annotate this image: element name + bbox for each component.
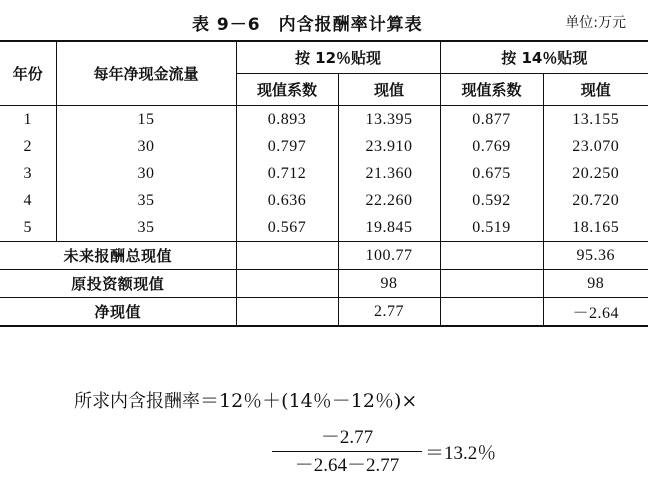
cell-cashflow: 30 xyxy=(56,133,236,160)
irr-table xyxy=(0,40,648,327)
cell-pv-12: 21.360 xyxy=(338,160,440,187)
header-pv-12: 现值 xyxy=(338,74,440,106)
summary-empty-cell xyxy=(236,298,338,327)
header-factor-14: 现值系数 xyxy=(440,74,543,106)
cell-factor-14: 0.877 xyxy=(440,106,543,134)
summary-pv-14: 98 xyxy=(543,270,648,298)
formula-line xyxy=(74,386,417,413)
cell-pv-12: 13.395 xyxy=(338,106,440,134)
table-unit: 单位:万元 xyxy=(565,15,626,31)
summary-row-npv xyxy=(0,298,648,327)
cell-cashflow: 35 xyxy=(56,214,236,242)
cell-factor-14: 0.519 xyxy=(440,214,543,242)
cell-cashflow: 15 xyxy=(56,106,236,134)
summary-pv-12: 98 xyxy=(338,270,440,298)
irr-formula xyxy=(0,380,648,479)
cell-year: 3 xyxy=(0,160,56,187)
header-group-14: 按 14％贴现 xyxy=(440,41,648,74)
cell-pv-12: 19.845 xyxy=(338,214,440,242)
cell-pv-14: 20.720 xyxy=(543,187,648,214)
cell-cashflow: 30 xyxy=(56,160,236,187)
summary-empty-cell xyxy=(440,270,543,298)
cell-year: 4 xyxy=(0,187,56,214)
formula-expression: ＝12％＋(14％－12％)× xyxy=(200,390,418,412)
table-row xyxy=(0,187,648,214)
cell-factor-14: 0.769 xyxy=(440,133,543,160)
cell-pv-14: 13.155 xyxy=(543,106,648,134)
header-year: 年份 xyxy=(0,41,56,106)
summary-row-initial-investment xyxy=(0,270,648,298)
table-row xyxy=(0,160,648,187)
header-cashflow: 每年净现金流量 xyxy=(56,41,236,106)
table-title: 表 9－6 内含报酬率计算表 xyxy=(192,15,423,35)
fraction-bar xyxy=(272,451,422,452)
table-caption xyxy=(0,4,648,34)
summary-pv-14: 95.36 xyxy=(543,242,648,270)
summary-empty-cell xyxy=(440,298,543,327)
formula-denominator: －2.64－2.77 xyxy=(294,455,400,476)
cell-year: 1 xyxy=(0,106,56,134)
table-row xyxy=(0,214,648,242)
summary-empty-cell xyxy=(236,270,338,298)
cell-factor-12: 0.636 xyxy=(236,187,338,214)
summary-label: 未来报酬总现值 xyxy=(0,242,236,270)
cell-pv-14: 18.165 xyxy=(543,214,648,242)
table-row xyxy=(0,133,648,160)
summary-label: 净现值 xyxy=(0,298,236,327)
header-factor-12: 现值系数 xyxy=(236,74,338,106)
formula-lhs: 所求内含报酬率 xyxy=(74,391,200,412)
cell-pv-12: 23.910 xyxy=(338,133,440,160)
summary-row-total-pv xyxy=(0,242,648,270)
header-pv-14: 现值 xyxy=(543,74,648,106)
formula-fraction xyxy=(272,426,422,479)
cell-pv-14: 20.250 xyxy=(543,160,648,187)
cell-factor-12: 0.797 xyxy=(236,133,338,160)
cell-factor-14: 0.592 xyxy=(440,187,543,214)
summary-label: 原投资额现值 xyxy=(0,270,236,298)
cell-cashflow: 35 xyxy=(56,187,236,214)
formula-numerator: －2.77 xyxy=(320,427,374,448)
cell-factor-12: 0.712 xyxy=(236,160,338,187)
summary-pv-12: 100.77 xyxy=(338,242,440,270)
table-row xyxy=(0,106,648,134)
cell-pv-12: 22.260 xyxy=(338,187,440,214)
cell-factor-12: 0.893 xyxy=(236,106,338,134)
cell-year: 5 xyxy=(0,214,56,242)
cell-year: 2 xyxy=(0,133,56,160)
cell-factor-12: 0.567 xyxy=(236,214,338,242)
summary-empty-cell xyxy=(236,242,338,270)
summary-pv-12: 2.77 xyxy=(338,298,440,327)
cell-pv-14: 23.070 xyxy=(543,133,648,160)
summary-pv-14: －2.64 xyxy=(543,298,648,327)
summary-empty-cell xyxy=(440,242,543,270)
formula-result: ＝13.2％ xyxy=(425,443,497,464)
header-group-12: 按 12％贴现 xyxy=(236,41,440,74)
cell-factor-14: 0.675 xyxy=(440,160,543,187)
